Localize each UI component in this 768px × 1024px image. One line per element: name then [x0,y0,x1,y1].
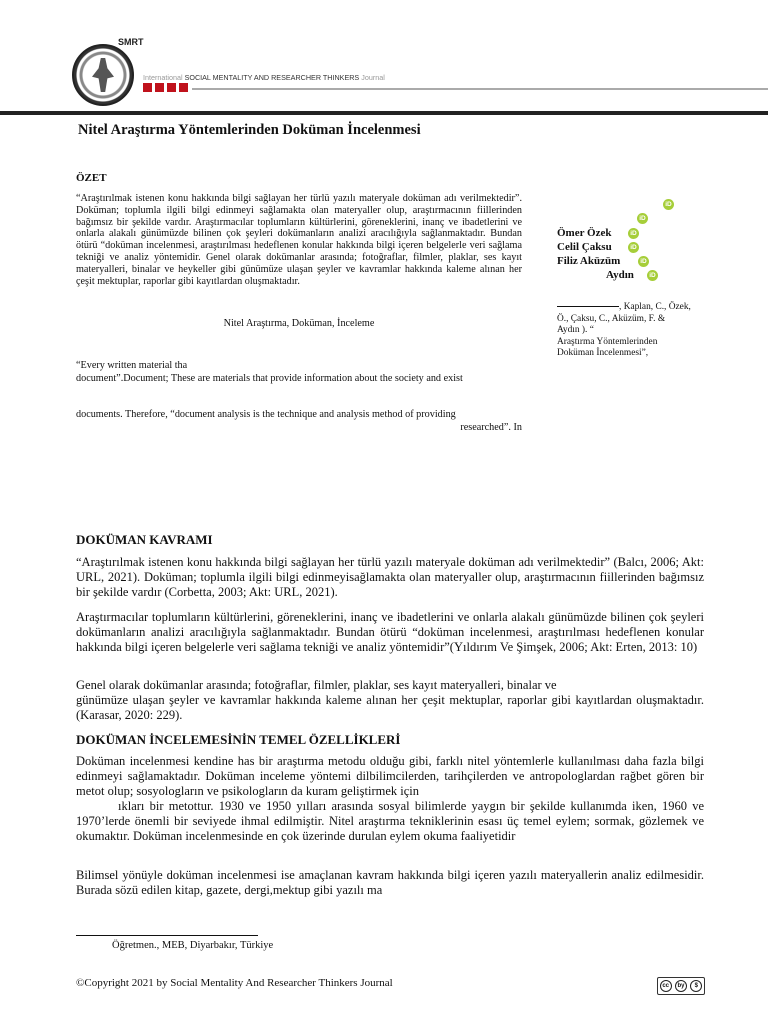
citation-line-5: Doküman İncelenmesi”, [557,348,649,358]
author-name: Aydın [606,269,634,281]
paragraph: Bilimsel yönüyle doküman incelenmesi ise amaçlanan kavram hakkında bilgi içeren yazılı materyallerin analiz edilmesidir. Burada sözü edilen kitap, gazete, dergi,mektup gibi yazılı ma [76,868,704,897]
keywords: Nitel Araştırma, Doküman, İnceleme [223,318,375,329]
journal-name: SOCIAL MENTALITY AND RESEARCHER THINKERS [184,73,360,82]
citation-line-2: Ö., Çaksu, C., Aküzüm, F. & [557,313,666,324]
citation-block [557,302,707,360]
paragraph: “Araştırılmak istenen konu hakkında bilgi sağlayan her türlü yazılı materyale doküman adı verilmektedir” (Balcı, 2006; Akt: URL, 2021). Doküman; toplumla ilgili bilgi edinmeyisağlamakta olan materyaller olup, araştırmacının fiillerinden bağımsız bir şekilde vardır (Corbetta, 2003; Akt: URL, 2021). [76,555,704,599]
english-line-1: “Every written material tha [76,360,188,371]
orcid-icon[interactable]: iD [637,213,648,224]
orcid-icon[interactable]: iD [628,242,639,253]
english-abstract-bottom [76,409,522,434]
author-name: Celil Çaksu [557,241,612,253]
citation-line-3: Aydın ). “ [557,325,594,335]
section-heading: DOKÜMAN KAVRAMI [76,532,213,547]
journal-suffix: Journal [359,73,385,82]
abstract-text: “Araştırılmak istenen konu hakkında bilgi sağlayan her türlü yazılı materyale doküman adı verilmektedir”. Doküman; toplumla ilgili bilgi edinmeyi sağlamakta olan materyaller olup, araştırmacının fiillerinden bağımsız bir şekilde vardır. Araştırmacılar toplumların kültürlerini, göreneklerini, inanç ve ibadetlerini ve onlarla alakalı günümüzde bilinen çok şeyleri dokümanların analizi aracılığıyla sağlanmaktadır. Bundan ötürü “doküman incelenmesi, araştırılması hedeflenen konular hakkında bilgi içeren belgelerle veri sağlama tekniği ve analiz yöntemidir. Genel olarak dokümanlar arasında; fotoğraflar, filmler, plaklar, ses kayıt materyalleri, binalar ve heykeller gibi günümüze ulaşan şeyler ve kavramlar hakkında kaleme alınan her çeşit mektuplar, raporlar gibi kayıtlardan oluşmaktadır. [76,193,522,287]
logo-lettering: SMRT [118,37,144,47]
cc-icon: cc [660,980,672,992]
copyright: ©Copyright 2021 by Social Mentality And Researcher Thinkers Journal [76,977,393,989]
orcid-icon[interactable]: iD [647,270,658,281]
english-line-2: document”.Document; These are materials that provide information about the society and exist [76,372,463,384]
top-rule [0,111,768,115]
paragraph: Genel olarak dokümanlar arasında; fotoğraflar, filmler, plaklar, ses kayıt materyalleri, binalar ve [76,678,557,692]
accent-blocks [143,83,188,92]
orcid-icon[interactable]: iD [663,199,674,210]
citation-line-4: Araştırma Yöntemlerinden [557,336,658,347]
author-name: Ömer Özek [557,227,612,239]
orcid-icon[interactable]: iD [628,228,639,239]
footnote-rule [76,935,258,936]
paragraph: Araştırmacılar toplumların kültürlerini, göreneklerini, inanç ve ibadetlerini ve onlarla alakalı günümüzde bilinen çok şeyleri dokümanların analizi aracılığıyla sağlanmaktadır. Bundan ötürü “doküman incelenmesi, araştırılması hedeflenen konular hakkında bilgi içeren belgelerle veri sağlama tekniği ve analiz yöntemidir”(Yıldırım Ve Şimşek, 2006; Akt: Erten, 2013: 10) [76,610,704,654]
english-abstract-top [76,360,522,385]
cc-license-icon[interactable] [657,977,705,995]
paragraph: Doküman incelenmesi kendine has bir araştırma metodu olduğu gibi, farklı nitel yöntemlerle kullanılması daha fazla bilgi edinmeyi sağlamaktadır. Doküman inceleme yöntemi dilbilimcilerden, tarihçilerden ve antropologlardan rağbet gören bir metot olup; sosyologların ve psikologların da kuram geliştirmek için [76,754,704,798]
ozet-heading: ÖZET [76,172,107,184]
english-line-4: researched”. In [460,421,522,433]
paragraph: günümüze ulaşan şeyler ve kavramlar hakkında kaleme alınan her çeşit mektuplar, raporlar gibi kayıtlardan oluşmaktadır. (Karasar, 2020: 229). [76,693,704,722]
phoenix-icon [92,58,114,92]
english-line-3: documents. Therefore, “document analysis is the technique and analysis method of providing [76,409,456,420]
section-heading: DOKÜMAN İNCELEMESİNİN TEMEL ÖZELLİKLERİ [76,732,401,747]
citation-line-1: , Kaplan, C., Özek, [619,302,691,312]
footnote: Öğretmen., MEB, Diyarbakır, Türkiye [112,940,274,951]
article-title: Nitel Araştırma Yöntemlerinden Doküman İncelenmesi [78,122,421,138]
header-divider [192,88,768,90]
author-name: Filiz Aküzüm [557,255,621,267]
journal-prefix: International [143,73,185,82]
journal-title [143,73,385,82]
paragraph: ıkları bir metottur. 1930 ve 1950 yılları arasında sosyal bilimlerde yaygın bir şekilde kullanımda iken, 1960 ve 1970’lerde önemli bir seviyede ihmal edilmiştir. Nitel araştırma tekniklerinin esası üç temel eylem; sormak, gözlemek ve okumaktır. Doküman incelenmesinde en çok üzerinde durulan eylem okuma faaliyetidir [76,799,704,843]
orcid-icon[interactable]: iD [638,256,649,267]
by-icon: by [675,980,687,992]
nc-icon: $ [690,980,702,992]
